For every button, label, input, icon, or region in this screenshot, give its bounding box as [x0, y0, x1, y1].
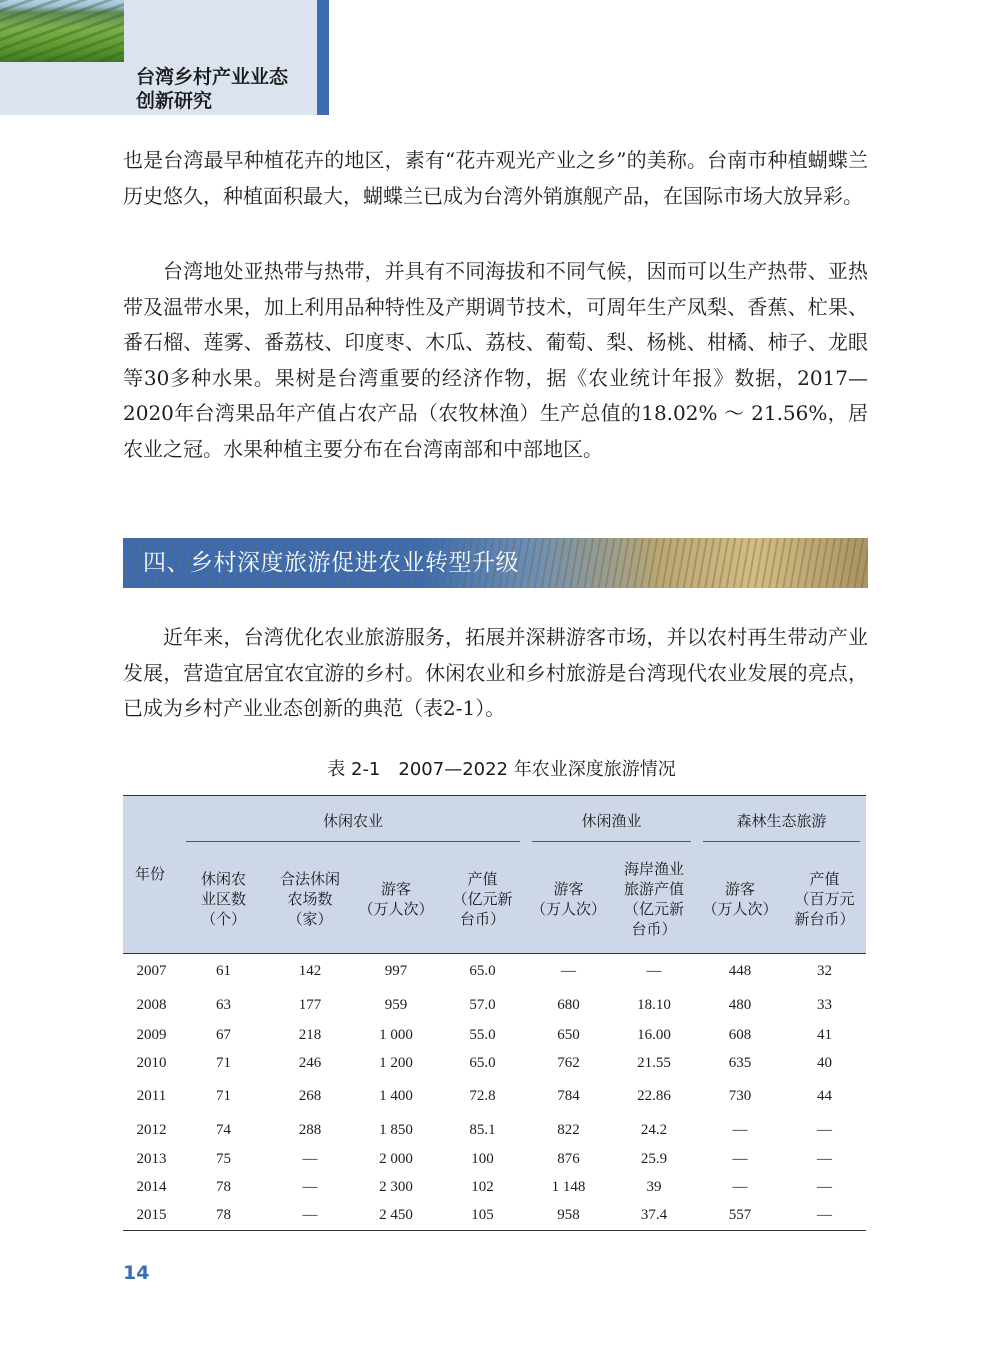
section-title: 四、乡村深度旅游促进农业转型升级: [143, 550, 519, 576]
table-column-header-row: [123, 846, 866, 954]
section-banner: [123, 538, 868, 588]
header-panel: [124, 0, 317, 62]
group-header-leisure-agriculture: 休闲农业: [180, 796, 526, 846]
year-header: 年份: [123, 796, 180, 954]
column-header: 合法休闲 农场数 （家）: [279, 870, 340, 928]
column-header: 产值 （亿元新 台币）: [452, 870, 513, 928]
table-row: 2015 78 — 2 450 105 958 37.4 557 —: [123, 1201, 866, 1230]
tea-field-photo: [0, 0, 124, 62]
group-header-leisure-fishery: 休闲渔业: [526, 796, 697, 846]
tourism-table: [123, 795, 866, 1231]
paragraph: 也是台湾最早种植花卉的地区，素有“花卉观光产业之乡”的美称。台南市种植蝴蝶兰历史悠久，种植面积最大，蝴蝶兰已成为台湾外销旗舰产品，在国际市场大放异彩。: [123, 148, 868, 208]
page-number: 14: [123, 1262, 150, 1284]
column-header: 游客 （万人次）: [702, 880, 778, 918]
header-accent-bar: [317, 0, 329, 115]
data-table-wrapper: [123, 795, 866, 1231]
column-header: 休闲农 业区数 （个）: [200, 870, 246, 928]
column-header: 海岸渔业 旅游产值 （亿元新 台币）: [624, 860, 685, 938]
table-row: 2009 67 218 1 000 55.0 650 16.00 608 41: [136, 1027, 833, 1043]
book-title: [136, 65, 288, 113]
column-header: 游客 （万人次）: [531, 880, 607, 918]
book-title-line-1: 台湾乡村产业业态: [136, 66, 289, 88]
table-row: 2012 74 288 1 850 85.1 822 24.2 — —: [136, 1121, 833, 1138]
table-row: 2008 63 177 959 57.0 680 18.10 480 33: [136, 997, 833, 1013]
table-body: [123, 953, 866, 1230]
table-row: 2010 71 246 1 200 65.0 762 21.55 635 40: [136, 1055, 833, 1071]
group-header-forest-eco-tourism: 森林生态旅游: [697, 796, 866, 846]
paragraph: 近年来，台湾优化农业旅游服务，拓展并深耕游客市场，并以农村再生带动产业发展，营造宜居宜农宜游的乡村。休闲农业和乡村旅游是台湾现代农业发展的亮点，已成为乡村产业业态创新的典范（表2-1）。: [123, 625, 868, 721]
table-group-header-row: [123, 796, 866, 846]
table-row: 2014 78 — 2 300 102 1 148 39 — —: [136, 1179, 833, 1195]
table-caption: 表 2-1 2007—2022 年农业深度旅游情况: [327, 759, 676, 780]
table-row: 2007 61 142 997 65.0 — — 448 32: [136, 963, 833, 980]
paragraph: 台湾地处亚热带与热带，并具有不同海拔和不同气候，因而可以生产热带、亚热带及温带水果，加上利用品种特性及产期调节技术，可周年生产凤梨、香蕉、杧果、番石榴、莲雾、番荔枝、印度枣、木瓜、荔枝、葡萄、梨、杨桃、柑橘、柿子、龙眼等30多种水果。果树是台湾重要的经济作物，据《农业统计年报》数据，2017—2020年台湾果品年产值占农产品（农牧林渔）生产总值的18.02% ～ 21.56%，居农业之冠。水果种植主要分布在台湾南部和中部地区。: [123, 259, 868, 461]
book-title-line-2: 创新研究: [136, 90, 213, 112]
column-header: 产值 （百万元 新台币）: [794, 870, 855, 928]
table-row: 2013 75 — 2 000 100 876 25.9 — —: [136, 1150, 833, 1167]
running-header: [0, 0, 329, 115]
table-row: 2011 71 268 1 400 72.8 784 22.86 730 44: [136, 1088, 833, 1104]
column-header: 游客 （万人次）: [358, 880, 434, 918]
